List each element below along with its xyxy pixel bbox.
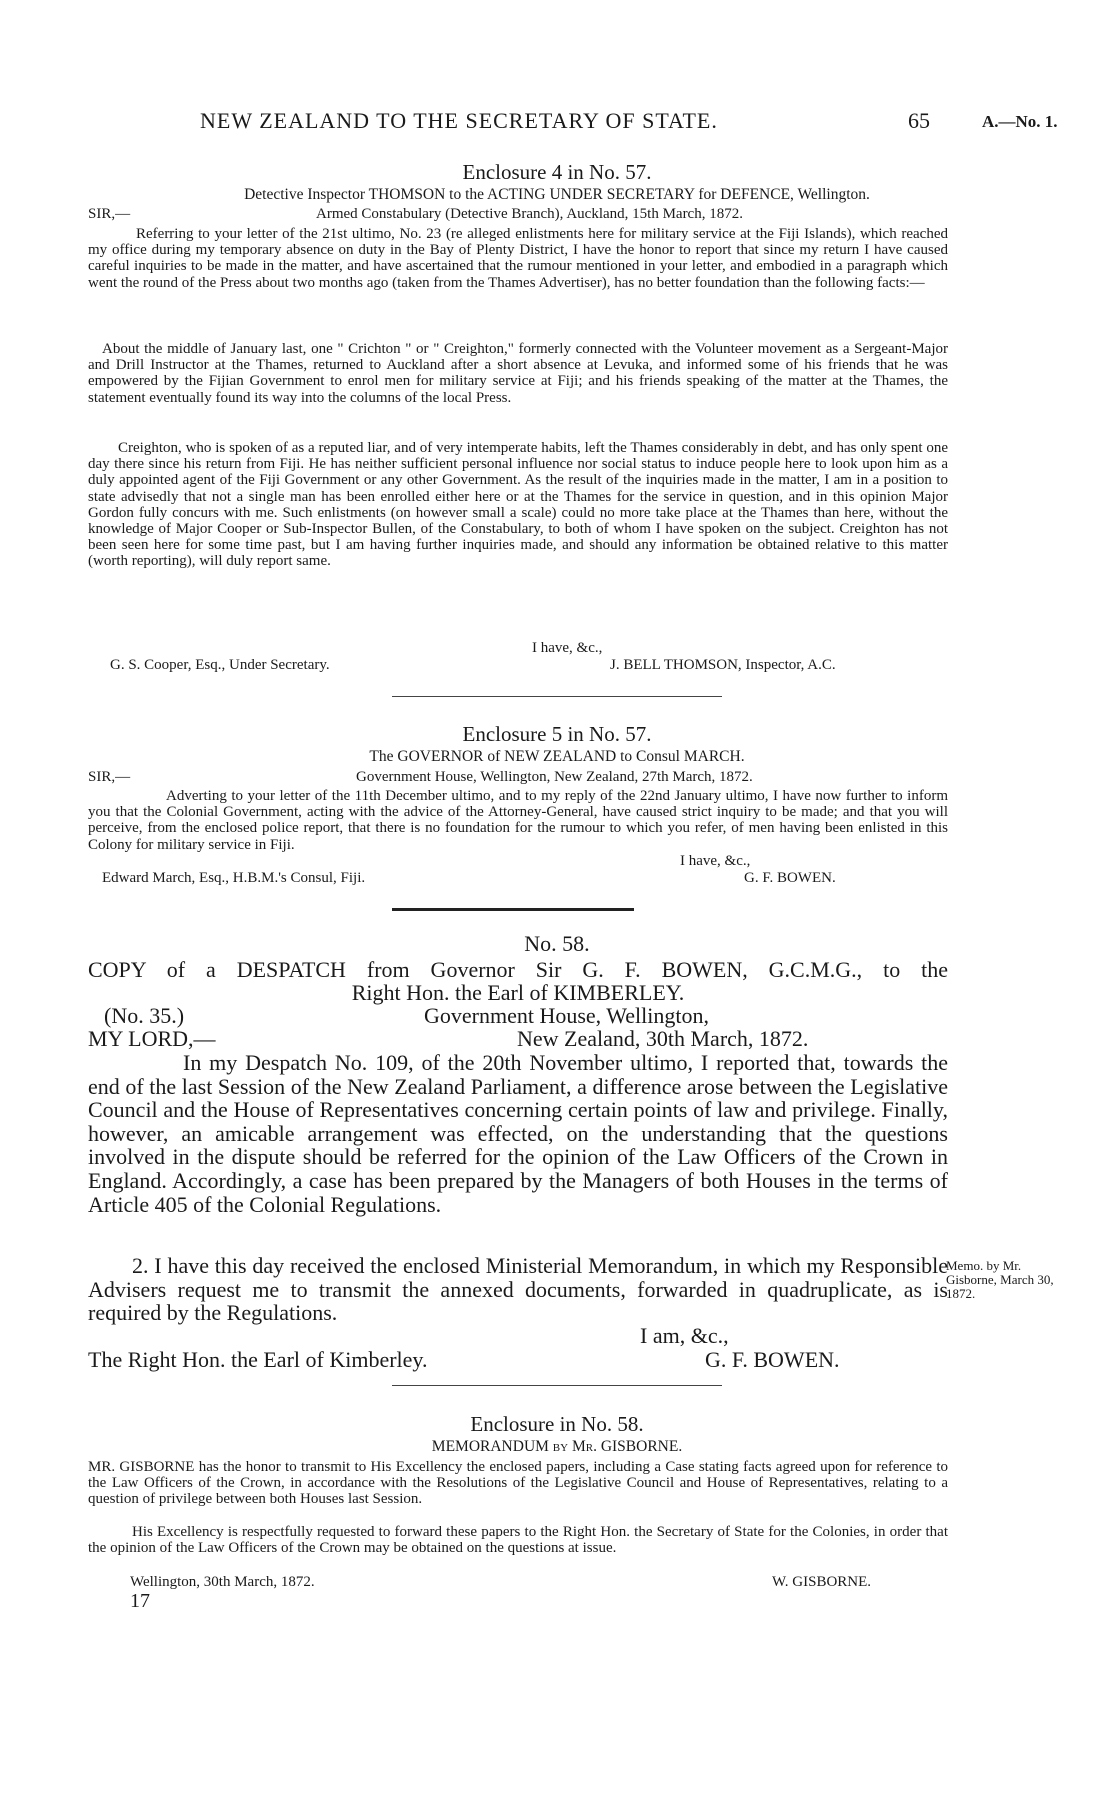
enclosure-4-title: Enclosure 4 in No. 57. [462,160,652,184]
enclosure-5-subtitle: The GOVERNOR of NEW ZEALAND to Consul MARCH. [369,748,745,765]
enclosure-5-title: Enclosure 5 in No. 57. [462,722,652,746]
section-divider-thick [392,908,634,911]
enclosure-4-paragraph-1: Referring to your letter of the 21st ultimo, No. 23 (re alleged enlistments here for military service at the Fiji Islands), which reached my office during my temporary absence on duty in the Bay of Plenty District, I have the honor to report that since my return I have caused careful inquiries to be made in the matter, and have ascertained that the rumour mentioned in your letter, and embodied in a paragraph which went the round of the Press about two months ago (taken from the Thames Advertiser), has no better foundation than the following facts:— [88,226,948,291]
enclosure-4-addressee: G. S. Cooper, Esq., Under Secretary. [110,657,330,673]
no-58-salutation: MY LORD,— [88,1026,216,1051]
enclosure-4-subtitle: Detective Inspector THOMSON to the ACTING UNDER SECRETARY for DEFENCE, Wellington. [244,186,870,203]
enclosure-58-paragraph-2: His Excellency is respectfully requested to forward these papers to the Right Hon. the Secretary of State for the Colonies, in order that the opinion of the Law Officers of the Crown may be obtained on the questions at issue. [88,1524,948,1557]
no-58-title-line-2: Right Hon. the Earl of KIMBERLEY. [351,980,685,1005]
running-header-title: NEW ZEALAND TO THE SECRETARY OF STATE. [200,108,718,133]
enclosure-5-address: Government House, Wellington, New Zealand, 27th March, 1872. [356,769,753,785]
enclosure-4-address: Armed Constabulary (Detective Branch), Auckland, 15th March, 1872. [316,206,743,222]
enclosure-5-salutation: SIR,— [88,769,131,785]
margin-note: Memo. by Mr. Gisborne, March 30, 1872. [946,1258,1054,1301]
page-number: 65 [908,108,930,133]
enclosure-58-subtitle: MEMORANDUM by Mr. GISBORNE. [431,1438,683,1455]
no-58-number: No. 58. [524,931,590,956]
enclosure-5-paragraph-1: Adverting to your letter of the 11th December ultimo, and to my reply of the 22nd January ultimo, I have now further to inform you that the Colonial Government, acting with the advice of the Attorney-General, have caused strict inquiry to be made; and that you will perceive, from the enclosed police report, that there is no foundation for the rumour to which you refer, of men having been enlisted in this Colony for military service in Fiji. [88,788,948,853]
no-58-closing: I am, &c., [640,1323,729,1348]
no-58-paragraph-2: 2. I have this day received the enclosed Ministerial Memorandum, in which my Responsible Advisers request me to transmit the annexed documents, forwarded in quadruplicate, as is required by the Regulations. [88,1253,948,1326]
no-58-addressee: The Right Hon. the Earl of Kimberley. [88,1347,428,1372]
enclosure-5-closing: I have, &c., [680,853,751,869]
signature-mark: 17 [130,1590,150,1612]
enclosure-4-paragraph-2: About the middle of January last, one " Crichton " or " Creighton," formerly connected with the Volunteer movement as a Sergeant-Major and Drill Instructor at the Thames, returned to Auckland after a short absence at Levuka, and informed some of his friends that he was empowered by the Fijian Government to enrol men for military service at Fiji; and his friends speaking of the matter at the Thames, the statement eventually found its way into the columns of the local Press. [88,341,948,406]
enclosure-5-addressee: Edward March, Esq., H.B.M.'s Consul, Fiji. [102,870,366,886]
enclosure-58-title: Enclosure in No. 58. [470,1412,644,1436]
enclosure-4-signature: J. BELL THOMSON, Inspector, A.C. [610,657,836,673]
no-58-address-line-1: Government House, Wellington, [424,1003,710,1028]
section-divider [392,1385,722,1386]
enclosure-4-closing: I have, &c., [532,640,603,656]
enclosure-58-paragraph-1: MR. GISBORNE has the honor to transmit to His Excellency the enclosed papers, including a Case stating facts agreed upon for reference to the Law Officers of the Crown, in accordance with the Resolutions of the Legislative Council and House of Representatives, relating to a question of privilege between both Houses last Session. [88,1459,948,1508]
enclosure-4-salutation: SIR,— [88,206,131,222]
no-58-address-line-2: New Zealand, 30th March, 1872. [517,1026,809,1051]
paper-reference: A.—No. 1. [982,112,1058,131]
no-58-paragraph-1: In my Despatch No. 109, of the 20th November ultimo, I reported that, towards the end of the last Session of the New Zealand Parliament, a difference arose between the Legislative Council and the House of Representatives concerning certain points of law and privilege. Finally, however, an amicable arrangement was effected, on the understanding that the questions involved in the dispute should be referred for the opinion of the Law Officers of the Crown in England. Accordingly, a case has been prepared by the Managers of both Houses in the terms of Article 405 of the Colonial Regulations. [88,1050,948,1217]
section-divider [392,696,722,697]
enclosure-58-place-date: Wellington, 30th March, 1872. [130,1574,315,1590]
enclosure-58-signature: W. GISBORNE. [772,1574,872,1590]
no-58-title-line-1: COPY of a DESPATCH from Governor Sir G. F. BOWEN, G.C.M.G., to the [88,957,948,982]
enclosure-5-signature: G. F. BOWEN. [744,870,836,886]
no-58-signature: G. F. BOWEN. [705,1347,840,1372]
no-58-despatch-number: (No. 35.) [104,1003,185,1028]
enclosure-4-paragraph-3: Creighton, who is spoken of as a reputed liar, and of very intemperate habits, left the Thames considerably in debt, and has only spent one day there since his return from Fiji. He has neither sufficient personal influence nor social status to induce people here to look upon him as a duly appointed agent of the Fiji Government or any other Government. As the result of the inquiries made in the matter, I am in a position to state advisedly that not a single man has been enrolled either here or at the Thames for the service in question, and in this opinion Major Gordon fully concurs with me. Such enlistments (on however small a scale) could no more take place at the Thames than here, without the knowledge of Major Cooper or Sub-Inspector Bullen, of the Constabulary, to both of whom I have spoken on the subject. Creighton has not been seen here for some time past, but I am having further inquiries made, and should any information be obtained relative to this matter (worth reporting), will duly report same. [88,440,948,570]
